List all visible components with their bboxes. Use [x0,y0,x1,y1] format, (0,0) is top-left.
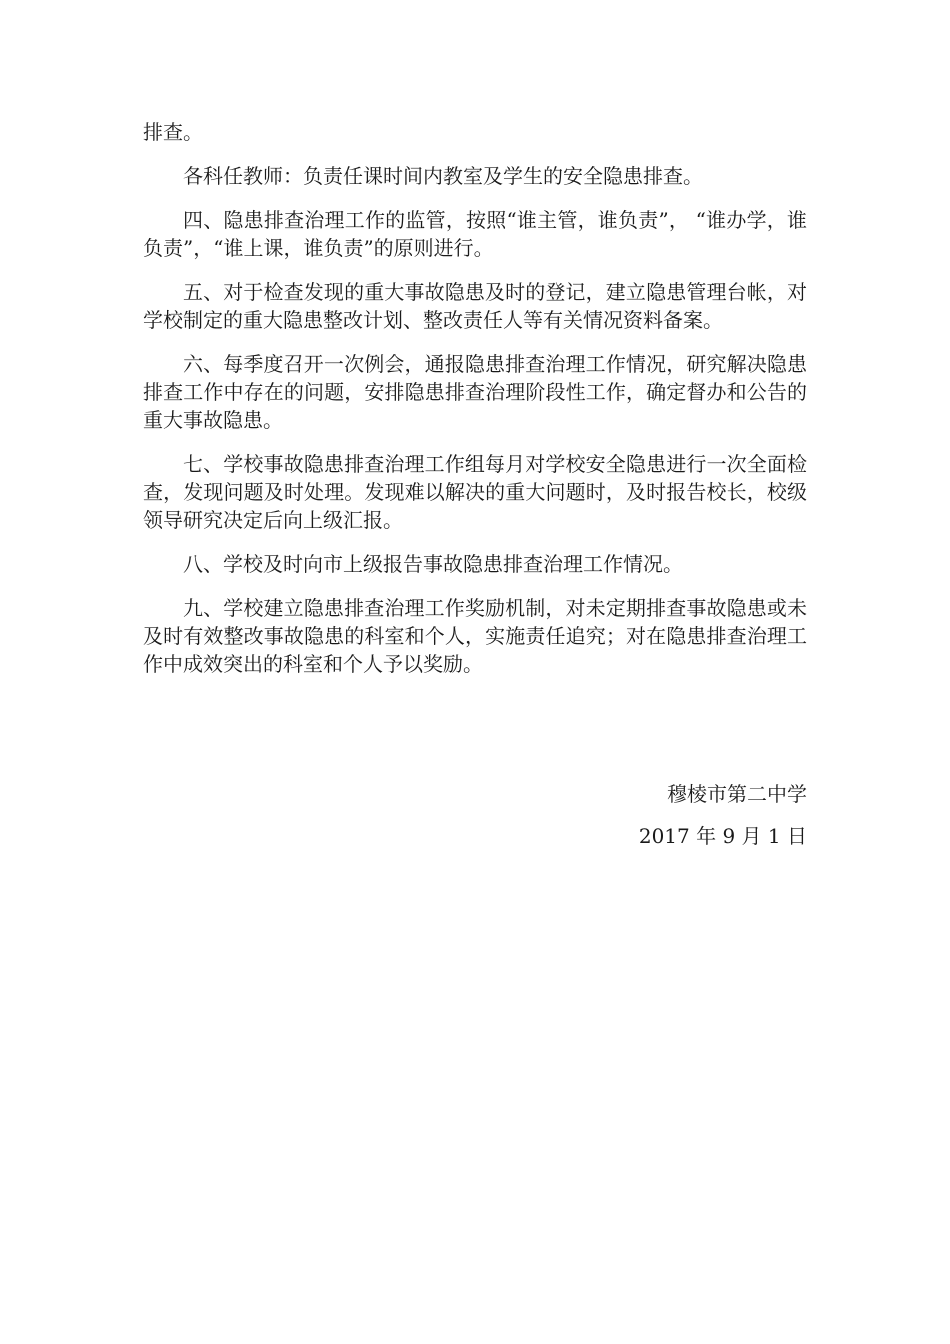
document-body [143,118,807,694]
signature-date: 2017 年 9 月 1 日 [638,824,807,848]
paragraph-9-rewards: 九、学校建立隐患排查治理工作奖励机制，对未定期排查事故隐患或未及时有效整改事故隐患的科室和个人，实施责任追究；对在隐患排查治理工作中成效突出的科室和个人予以奖励。 [143,596,807,676]
signature-organization: 穆棱市第二中学 [667,782,807,806]
paragraph-4-supervision: 四、隐患排查治理工作的监管，按照“谁主管，谁负责”， “谁办学，谁负责”，“谁上课，谁负责”的原则进行。 [143,208,807,260]
paragraph-continuation: 排查。 [143,120,203,144]
paragraph-teachers: 各科任教师：负责任课时间内教室及学生的安全隐患排查。 [183,164,703,188]
paragraph-7-monthly-inspection: 七、学校事故隐患排查治理工作组每月对学校安全隐患进行一次全面检查，发现问题及时处理。发现难以解决的重大问题时，及时报告校长，校级领导研究决定后向上级汇报。 [143,452,807,532]
paragraph-8-reporting: 八、学校及时向市上级报告事故隐患排查治理工作情况。 [183,552,683,576]
paragraph-6-quarterly-meeting: 六、每季度召开一次例会，通报隐患排查治理工作情况，研究解决隐患排查工作中存在的问题，安排隐患排查治理阶段性工作，确定督办和公告的重大事故隐患。 [143,352,807,432]
paragraph-5-registration: 五、对于检查发现的重大事故隐患及时的登记，建立隐患管理台帐，对学校制定的重大隐患整改计划、整改责任人等有关情况资料备案。 [143,280,807,332]
